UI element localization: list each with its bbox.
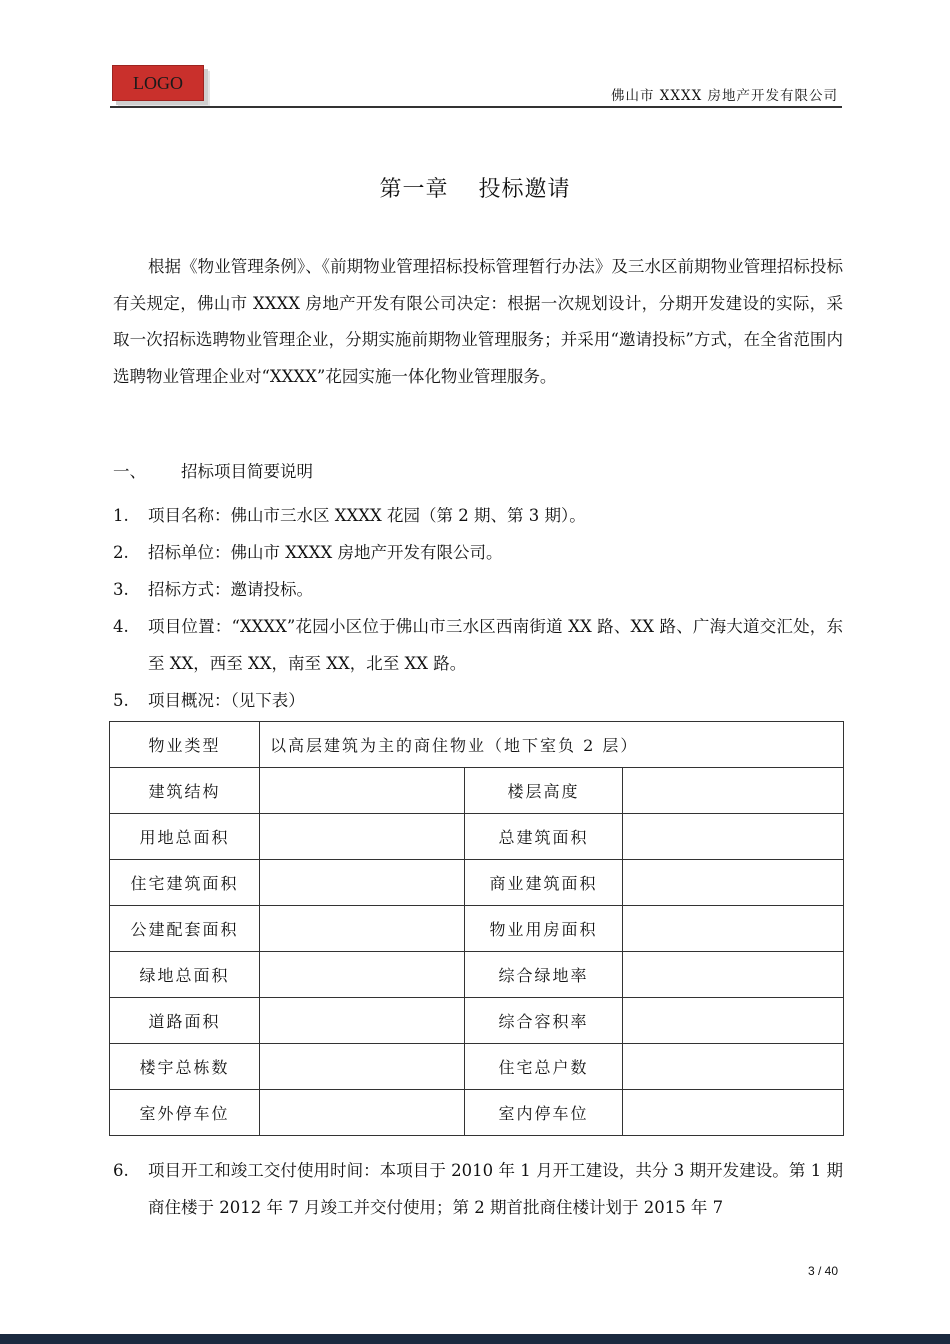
section-heading [113, 458, 313, 482]
table-label-cell: 楼宇总栋数 [110, 1044, 260, 1090]
list-index: 6. [113, 1161, 129, 1180]
table-label-cell: 楼层高度 [465, 768, 623, 814]
table-value-cell [623, 1090, 844, 1136]
table-label-cell: 总建筑面积 [465, 814, 623, 860]
project-overview-table [109, 721, 844, 1136]
table-value-cell [260, 906, 465, 952]
table-value-cell [260, 860, 465, 906]
table-label-cell: 物业用房面积 [465, 906, 623, 952]
table-label-cell: 公建配套面积 [110, 906, 260, 952]
list-text: 招标单位：佛山市 XXXX 房地产开发有限公司。 [148, 543, 503, 562]
table-value-cell [623, 814, 844, 860]
table-value-cell [260, 1090, 465, 1136]
chapter-number: 第一章 [379, 177, 449, 202]
table-row [110, 768, 844, 814]
list-item-1 [113, 498, 843, 535]
table-value-cell [260, 952, 465, 998]
list-text: 项目概况：（见下表） [148, 691, 305, 710]
table-value-cell [260, 1044, 465, 1090]
table-row [110, 952, 844, 998]
list-item-2 [113, 535, 843, 572]
section-number: 一、 [113, 462, 146, 481]
table-value-cell: 以高层建筑为主的商住物业（地下室负 2 层） [260, 722, 844, 768]
table-label-cell: 绿地总面积 [110, 952, 260, 998]
list-text: 项目开工和竣工交付使用时间：本项目于 2010 年 1 月开工建设，共分 3 期开发建设。第 1 期商住楼于 2012 年 7 月竣工并交付使用；第 2 期首批商住楼计划于 2015 年 7 [148, 1161, 843, 1217]
footer-bar [0, 1334, 950, 1344]
table-label-cell: 建筑结构 [110, 768, 260, 814]
table-label-cell: 综合绿地率 [465, 952, 623, 998]
table-value-cell [260, 814, 465, 860]
list-item-4 [113, 609, 843, 682]
page-number: 3 / 40 [807, 1264, 838, 1278]
table-row [110, 906, 844, 952]
table-label-cell: 住宅建筑面积 [110, 860, 260, 906]
list-text: 招标方式：邀请投标。 [148, 580, 313, 599]
table-row [110, 998, 844, 1044]
company-logo [112, 65, 204, 101]
table-value-cell [623, 860, 844, 906]
table-label-cell: 综合容积率 [465, 998, 623, 1044]
table-label-cell: 用地总面积 [110, 814, 260, 860]
table-row [110, 1090, 844, 1136]
list-text: 项目名称：佛山市三水区 XXXX 花园（第 2 期、第 3 期）。 [148, 506, 586, 525]
list-index: 3. [113, 580, 129, 599]
intro-paragraph: 根据《物业管理条例》、《前期物业管理招标投标管理暂行办法》及三水区前期物业管理招标投标有关规定，佛山市 XXXX 房地产开发有限公司决定：根据一次规划设计，分期开发建设的实际，采取一次招标选聘物业管理企业，分期实施前期物业管理服务；并采用“邀请投标”方式，在全省范围内选聘物业管理企业对“XXXX”花园实施一体化物业管理服务。 [113, 257, 843, 386]
table-label-cell: 商业建筑面积 [465, 860, 623, 906]
table-value-cell [623, 768, 844, 814]
table-row [110, 860, 844, 906]
header-divider [110, 106, 842, 108]
table-label-cell: 室内停车位 [465, 1090, 623, 1136]
logo-text: LOGO [133, 72, 183, 93]
list-item-5 [113, 683, 843, 720]
list-index: 4. [113, 617, 129, 636]
table-label-cell: 物业类型 [110, 722, 260, 768]
table-value-cell [260, 768, 465, 814]
table-row [110, 722, 844, 768]
table-value-cell [623, 906, 844, 952]
list-text: 项目位置：“XXXX”花园小区位于佛山市三水区西南街道 XX 路、XX 路、广海大道交汇处，东至 XX，西至 XX，南至 XX，北至 XX 路。 [148, 617, 843, 673]
table-value-cell [623, 998, 844, 1044]
table-row [110, 1044, 844, 1090]
list-index: 2. [113, 543, 129, 562]
list-item-6 [113, 1153, 843, 1226]
list-item-3 [113, 572, 843, 609]
table-value-cell [623, 952, 844, 998]
list-index: 5. [113, 691, 129, 710]
table-value-cell [623, 1044, 844, 1090]
chapter-title [0, 172, 950, 203]
table-label-cell: 住宅总户数 [465, 1044, 623, 1090]
table-row [110, 814, 844, 860]
table-label-cell: 室外停车位 [110, 1090, 260, 1136]
chapter-name: 投标邀请 [478, 177, 571, 202]
section-title: 招标项目简要说明 [181, 462, 313, 481]
table-label-cell: 道路面积 [110, 998, 260, 1044]
list-index: 1. [113, 506, 129, 525]
header-company-name: 佛山市 XXXX 房地产开发有限公司 [610, 88, 838, 104]
table-value-cell [260, 998, 465, 1044]
